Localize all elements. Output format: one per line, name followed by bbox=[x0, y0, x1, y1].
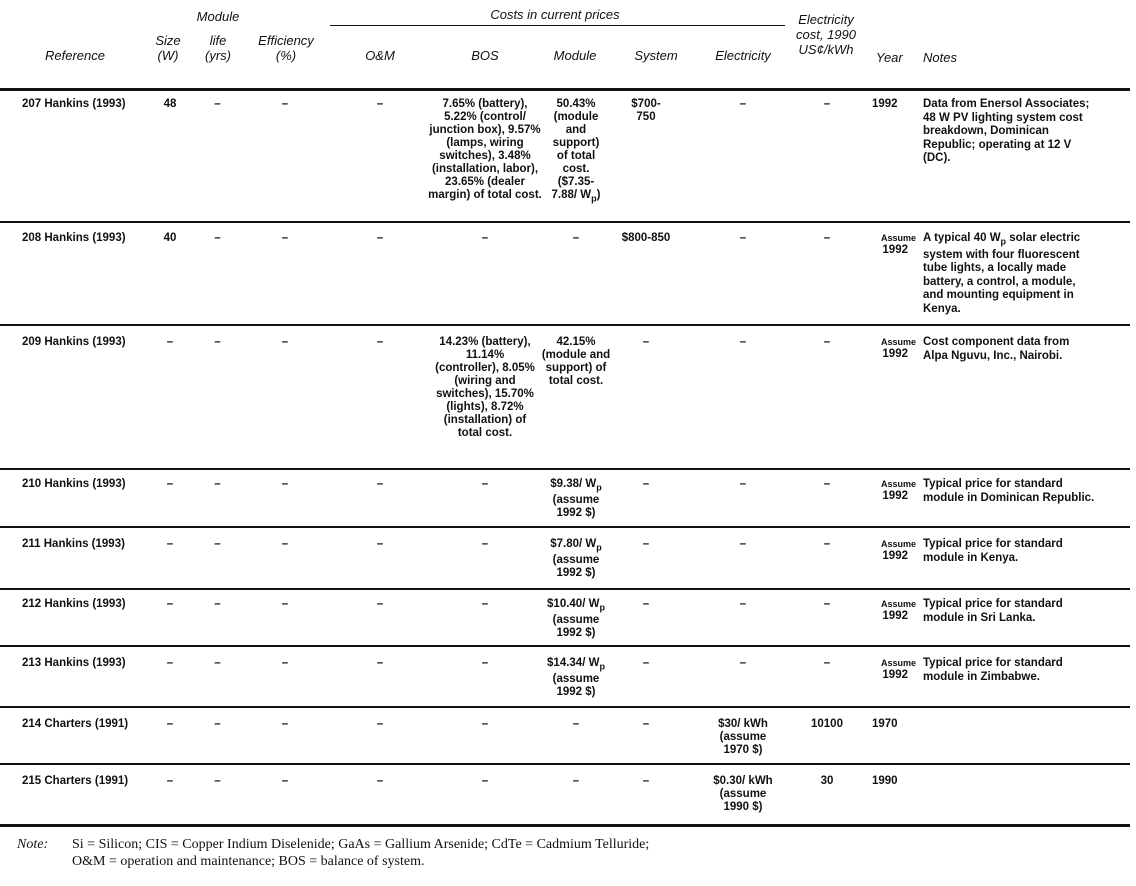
cell-electricity: – bbox=[739, 538, 747, 550]
cell-size: – bbox=[166, 336, 174, 348]
notes-line: (DC). bbox=[923, 152, 951, 164]
cell-bos bbox=[424, 478, 546, 491]
cell-size: – bbox=[166, 657, 174, 669]
cell-elec-cost: – bbox=[823, 336, 831, 348]
year-assume-label: Assume bbox=[880, 658, 916, 668]
cell-ref: 207 Hankins (1993) bbox=[22, 98, 126, 110]
header-efficiency bbox=[250, 33, 322, 63]
cell-electricity: – bbox=[739, 478, 747, 490]
cell-module bbox=[540, 538, 612, 580]
cell-om: – bbox=[376, 775, 384, 787]
cell-om: – bbox=[376, 538, 384, 550]
module-line: ($7.35- bbox=[557, 176, 595, 188]
module-line: 42.15% bbox=[556, 336, 596, 348]
cell-elec-cost: – bbox=[823, 232, 831, 244]
cell-bos bbox=[424, 718, 546, 731]
module-line: 1992 $) bbox=[556, 567, 596, 580]
subscript-p: p bbox=[599, 661, 605, 672]
cell-life: – bbox=[214, 98, 221, 110]
cell-module bbox=[540, 478, 612, 520]
cell-life: – bbox=[214, 598, 221, 610]
header-elec-cost-line: US¢/kWh bbox=[798, 42, 854, 57]
cell-module bbox=[540, 657, 612, 699]
system-line: – bbox=[642, 657, 650, 669]
cell-ref: 215 Charters (1991) bbox=[22, 775, 129, 787]
bos-line: junction box), 9.57% bbox=[429, 124, 541, 136]
notes-line: A typical 40 $W_p$ solar electric bbox=[923, 232, 1081, 247]
bos-line: (wiring and bbox=[454, 375, 516, 387]
header-size-line: (W) bbox=[157, 48, 179, 63]
notes-line: Typical price for standard bbox=[923, 598, 1063, 610]
bos-line: – bbox=[481, 775, 489, 787]
header-year: Year bbox=[876, 50, 903, 65]
row-divider bbox=[0, 824, 1130, 827]
cell-ref: 209 Hankins (1993) bbox=[22, 336, 126, 348]
module-line: 50.43% bbox=[556, 98, 596, 110]
cell-year bbox=[862, 657, 916, 682]
cell-electricity: – bbox=[739, 336, 747, 348]
cell-elec-cost: – bbox=[823, 598, 831, 610]
cell-size: – bbox=[166, 775, 174, 787]
cell-ref: 210 Hankins (1993) bbox=[22, 478, 126, 490]
system-line: $700- bbox=[631, 98, 661, 110]
cell-electricity: – bbox=[739, 98, 747, 110]
cell-om: – bbox=[376, 718, 384, 730]
system-line: 750 bbox=[636, 111, 656, 123]
subscript-p: p bbox=[596, 542, 602, 553]
system-line: – bbox=[642, 775, 650, 787]
subscript-p: p bbox=[596, 482, 602, 493]
header-group-rule bbox=[330, 25, 785, 26]
header-rule bbox=[0, 88, 1130, 91]
cell-notes bbox=[923, 98, 1135, 166]
cell-size: 48 bbox=[163, 98, 177, 110]
year-value: 1970 bbox=[872, 718, 898, 730]
cell-om: – bbox=[376, 657, 384, 669]
cell-om: – bbox=[376, 98, 384, 110]
module-line: total cost. bbox=[548, 375, 604, 387]
cell-life: – bbox=[214, 232, 221, 244]
cell-elec-cost: – bbox=[823, 98, 831, 110]
notes-line: module in Kenya. bbox=[923, 551, 1019, 564]
cell-eff: – bbox=[281, 718, 289, 730]
module-line: (module bbox=[553, 111, 599, 123]
module-line: – bbox=[572, 718, 580, 730]
row-divider bbox=[0, 645, 1130, 647]
header-elec-cost-line: Electricity bbox=[798, 12, 854, 27]
cell-ref: 214 Charters (1991) bbox=[22, 718, 129, 730]
system-line: – bbox=[642, 538, 650, 550]
cell-notes bbox=[923, 478, 1135, 505]
cell-eff: – bbox=[281, 598, 289, 610]
notes-line: Typical price for standard bbox=[923, 538, 1063, 550]
notes-line: module in Dominican Republic. bbox=[923, 491, 1095, 504]
bos-line: (lights), 8.72% bbox=[446, 401, 524, 413]
bos-line: margin) of total cost. bbox=[428, 189, 542, 201]
cell-system bbox=[614, 232, 678, 245]
cell-om: – bbox=[376, 478, 384, 490]
bos-line: – bbox=[481, 598, 489, 610]
row-divider bbox=[0, 324, 1130, 326]
module-line: 1992 $) bbox=[556, 507, 596, 520]
cell-size: – bbox=[166, 538, 174, 550]
cell-notes bbox=[923, 657, 1135, 684]
module-line: – bbox=[572, 232, 580, 244]
header-module-life-line: (yrs) bbox=[205, 48, 231, 63]
cell-year bbox=[872, 718, 926, 731]
bos-line: – bbox=[481, 718, 489, 730]
bos-line: 11.14% bbox=[465, 349, 505, 361]
module-line: (assume bbox=[552, 673, 600, 686]
notes-line: Data from Enersol Associates; bbox=[923, 98, 1090, 110]
cell-eff: – bbox=[281, 336, 289, 348]
header-system: System bbox=[634, 48, 678, 63]
cell-module bbox=[540, 598, 612, 640]
system-line: – bbox=[642, 478, 650, 490]
module-line: $10.40/ $W_p$ bbox=[547, 598, 605, 613]
row-divider bbox=[0, 763, 1130, 765]
cell-system bbox=[614, 336, 678, 349]
header-bos: BOS bbox=[471, 48, 499, 63]
cell-life: – bbox=[214, 718, 221, 730]
cell-bos bbox=[424, 598, 546, 611]
notes-line: system with four fluorescent bbox=[923, 248, 1080, 261]
cell-bos bbox=[424, 538, 546, 551]
cell-year bbox=[862, 538, 916, 563]
cell-electricity bbox=[700, 718, 786, 757]
header-reference: Reference bbox=[45, 48, 105, 63]
cell-elec-cost: 30 bbox=[820, 775, 834, 787]
cell-eff: – bbox=[281, 478, 289, 490]
electricity-line: (assume bbox=[719, 788, 767, 800]
bos-line: – bbox=[481, 538, 489, 550]
cell-module bbox=[540, 232, 612, 245]
header-size-line: Size bbox=[155, 33, 181, 48]
cell-system bbox=[614, 538, 678, 551]
row-divider bbox=[0, 526, 1130, 528]
year-value: 1990 bbox=[872, 775, 898, 787]
module-line: $14.34/ $W_p$ bbox=[547, 657, 605, 672]
module-line: $7.80/ $W_p$ bbox=[550, 538, 602, 553]
bos-line: (controller), 8.05% bbox=[435, 362, 535, 374]
cell-electricity bbox=[700, 775, 786, 814]
module-line: – bbox=[572, 775, 580, 787]
cell-bos bbox=[424, 232, 546, 245]
bos-line: 7.65% (battery), bbox=[442, 98, 528, 110]
header-elec-cost bbox=[784, 12, 868, 57]
bos-line: total cost. bbox=[457, 427, 513, 439]
bos-line: – bbox=[481, 478, 489, 490]
cell-system bbox=[614, 478, 678, 491]
cell-notes bbox=[923, 538, 1135, 565]
electricity-line: 1990 $) bbox=[723, 801, 763, 813]
year-assume-label: Assume bbox=[880, 599, 916, 609]
module-line: $9.38/ $W_p$ bbox=[550, 478, 602, 493]
notes-line: Typical price for standard bbox=[923, 478, 1063, 490]
cell-eff: – bbox=[281, 98, 289, 110]
cell-module bbox=[540, 718, 612, 731]
header-size bbox=[148, 33, 188, 63]
system-line: – bbox=[642, 598, 650, 610]
year-value: 1992 bbox=[882, 490, 908, 502]
module-line: (assume bbox=[552, 494, 600, 507]
year-assume-label: Assume bbox=[880, 479, 916, 489]
electricity-line: (assume bbox=[719, 731, 767, 743]
bos-line: 23.65% (dealer bbox=[445, 176, 525, 188]
bos-line: switches), 15.70% bbox=[436, 388, 534, 400]
footnote-line: Si = Silicon; CIS = Copper Indium Diselenide; GaAs = Gallium Arsenide; CdTe = Cadmium Telluride; bbox=[72, 837, 650, 852]
cell-system bbox=[614, 718, 678, 731]
notes-line: Cost component data from bbox=[923, 336, 1070, 348]
cell-system bbox=[614, 775, 678, 788]
notes-line: Kenya. bbox=[923, 302, 961, 315]
notes-line: tube lights, a locally made bbox=[923, 262, 1067, 275]
header-efficiency-line: (%) bbox=[275, 48, 297, 63]
cell-life: – bbox=[214, 775, 221, 787]
module-line: support) bbox=[552, 137, 600, 149]
module-line: cost. bbox=[562, 163, 590, 175]
year-value: 1992 bbox=[872, 98, 898, 110]
notes-line: module in Sri Lanka. bbox=[923, 611, 1036, 624]
cell-electricity: – bbox=[739, 657, 747, 669]
electricity-line: $0.30/ kWh bbox=[713, 775, 773, 787]
subscript-p: p bbox=[1000, 236, 1007, 247]
electricity-line: 1970 $) bbox=[723, 744, 763, 756]
module-line: (module and bbox=[541, 349, 611, 361]
bos-line: – bbox=[481, 657, 489, 669]
cell-life: – bbox=[214, 336, 221, 348]
system-line: $800-850 bbox=[621, 232, 671, 244]
module-line: 1992 $) bbox=[556, 686, 596, 699]
notes-line: module in Zimbabwe. bbox=[923, 670, 1040, 683]
cell-ref: 208 Hankins (1993) bbox=[22, 232, 126, 244]
system-line: – bbox=[642, 718, 650, 730]
bos-line: 14.23% (battery), bbox=[439, 336, 531, 348]
header-module-life bbox=[193, 9, 243, 63]
notes-line: breakdown, Dominican bbox=[923, 125, 1049, 137]
cell-bos bbox=[424, 336, 546, 440]
cell-om: – bbox=[376, 232, 384, 244]
cell-size: – bbox=[166, 478, 174, 490]
system-line: – bbox=[642, 336, 650, 348]
cell-year bbox=[862, 478, 916, 503]
footnote bbox=[17, 836, 649, 870]
cell-size: – bbox=[166, 718, 174, 730]
module-line: support) of bbox=[545, 362, 607, 374]
cell-size: – bbox=[166, 598, 174, 610]
header-group-costs: Costs in current prices bbox=[490, 7, 620, 22]
footnote-label: Note: bbox=[17, 837, 49, 852]
cell-life: – bbox=[214, 478, 221, 490]
cell-year bbox=[872, 775, 926, 788]
cell-year bbox=[862, 232, 916, 257]
cell-module bbox=[540, 775, 612, 788]
year-assume-label: Assume bbox=[880, 539, 916, 549]
module-line: 7.88/ $W_p$) bbox=[551, 189, 601, 204]
cell-eff: – bbox=[281, 538, 289, 550]
cell-life: – bbox=[214, 538, 221, 550]
subscript-p: p bbox=[599, 602, 605, 613]
notes-line: Alpa Nguvu, Inc., Nairobi. bbox=[923, 349, 1063, 362]
row-divider bbox=[0, 468, 1130, 470]
cell-elec-cost: – bbox=[823, 538, 831, 550]
cell-om: – bbox=[376, 336, 384, 348]
bos-line: 5.22% (control/ bbox=[444, 111, 526, 123]
year-assume-label: Assume bbox=[880, 337, 916, 347]
notes-line: 48 W PV lighting system cost bbox=[923, 111, 1083, 124]
year-value: 1992 bbox=[882, 550, 908, 562]
cell-om: – bbox=[376, 598, 384, 610]
cell-ref: 213 Hankins (1993) bbox=[22, 657, 126, 669]
cell-year bbox=[862, 598, 916, 623]
bos-line: switches), 3.48% bbox=[439, 150, 531, 162]
year-value: 1992 bbox=[882, 610, 908, 622]
cell-ref: 211 Hankins (1993) bbox=[22, 538, 125, 550]
header-notes: Notes bbox=[923, 50, 957, 65]
cell-bos bbox=[424, 775, 546, 788]
cell-elec-cost: – bbox=[823, 478, 831, 490]
notes-line: Typical price for standard bbox=[923, 657, 1063, 669]
year-assume-label: Assume bbox=[880, 233, 916, 243]
bos-line: – bbox=[481, 232, 489, 244]
cell-electricity: – bbox=[739, 232, 747, 244]
bos-line: (installation, labor), bbox=[431, 163, 539, 175]
notes-line: and mounting equipment in bbox=[923, 289, 1074, 302]
electricity-line: $30/ kWh bbox=[718, 718, 768, 730]
cell-bos bbox=[424, 98, 546, 202]
cell-elec-cost: 10100 bbox=[811, 718, 843, 730]
subscript-p: p bbox=[591, 193, 597, 204]
cell-eff: – bbox=[281, 657, 289, 669]
header-elec-cost-line: cost, 1990 bbox=[796, 27, 856, 42]
cell-bos bbox=[424, 657, 546, 670]
year-value: 1992 bbox=[882, 244, 908, 256]
module-line: of total bbox=[556, 150, 596, 162]
cell-system bbox=[614, 598, 678, 611]
row-divider bbox=[0, 588, 1130, 590]
header-om: O&M bbox=[365, 48, 395, 63]
module-line: 1992 $) bbox=[556, 627, 596, 640]
header-efficiency-line: Efficiency bbox=[258, 33, 314, 48]
module-line: (assume bbox=[552, 554, 600, 567]
year-value: 1992 bbox=[882, 348, 908, 360]
footnote-line: O&M = operation and maintenance; BOS = balance of system. bbox=[72, 854, 425, 869]
header-module-life-line: life bbox=[209, 33, 227, 48]
header-module: Module bbox=[553, 48, 597, 63]
header-module-life-line: Module bbox=[196, 9, 240, 24]
year-value: 1992 bbox=[882, 669, 908, 681]
notes-line: battery, a control, a module, bbox=[923, 275, 1076, 288]
cell-eff: – bbox=[281, 775, 289, 787]
cell-life: – bbox=[214, 657, 221, 669]
cell-size: 40 bbox=[163, 232, 177, 244]
cell-module bbox=[540, 98, 612, 205]
module-line: and bbox=[565, 124, 587, 136]
notes-line: Republic; operating at 12 V bbox=[923, 138, 1072, 151]
cell-year bbox=[872, 98, 926, 111]
cell-system bbox=[614, 98, 678, 124]
bos-line: (lamps, wiring bbox=[446, 137, 524, 149]
module-line: (assume bbox=[552, 614, 600, 627]
cell-notes bbox=[923, 598, 1135, 625]
cell-notes bbox=[923, 336, 1135, 363]
cell-eff: – bbox=[281, 232, 289, 244]
row-divider bbox=[0, 706, 1130, 708]
cell-electricity: – bbox=[739, 598, 747, 610]
cell-elec-cost: – bbox=[823, 657, 831, 669]
cell-notes bbox=[923, 232, 1135, 316]
cell-year bbox=[862, 336, 916, 361]
bos-line: (installation) of bbox=[443, 414, 527, 426]
cell-system bbox=[614, 657, 678, 670]
cell-ref: 212 Hankins (1993) bbox=[22, 598, 126, 610]
row-divider bbox=[0, 221, 1130, 223]
header-electricity: Electricity bbox=[715, 48, 771, 63]
cell-module bbox=[540, 336, 612, 388]
